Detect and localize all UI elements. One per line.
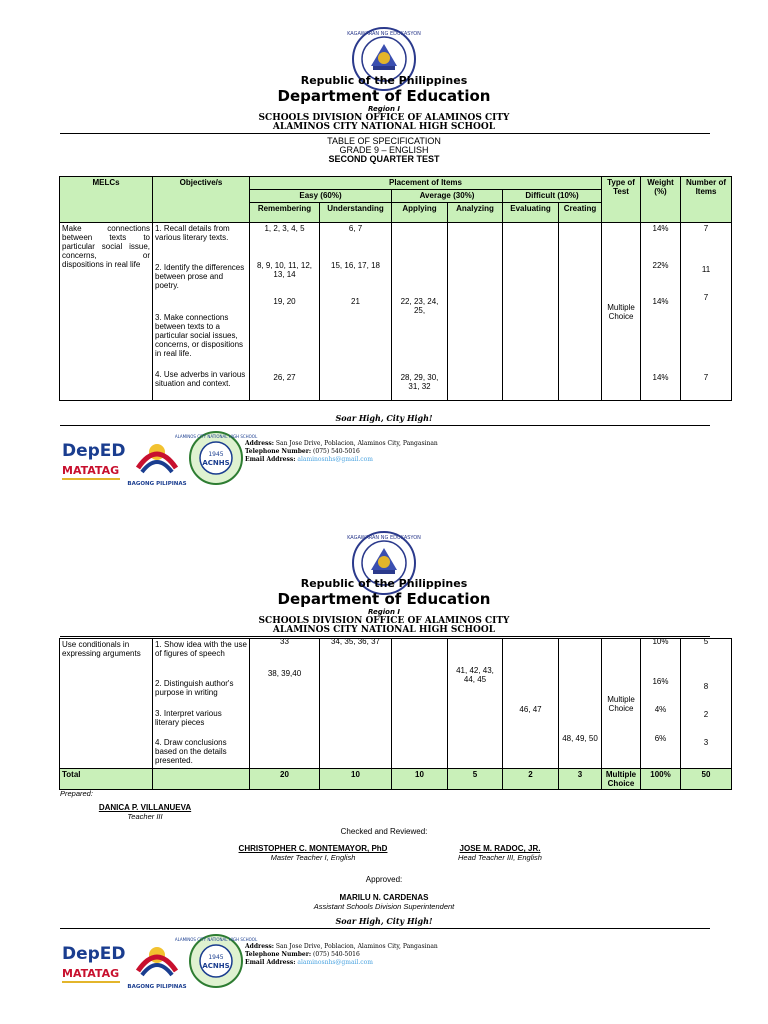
department-heading: Department of Education — [277, 590, 491, 608]
applying-cell — [392, 223, 448, 401]
type-cell: Multiple Choice — [602, 639, 641, 769]
number-4: 7 — [703, 373, 709, 382]
number-2: 11 — [701, 265, 711, 274]
applying-4: 28, 29, 30, 31, 32 — [400, 373, 439, 391]
average-header: Average (30%) — [392, 190, 503, 203]
weight-2: 22% — [652, 261, 669, 270]
total-remembering: 20 — [250, 769, 320, 790]
checker2-title: Head Teacher III, English — [458, 853, 542, 862]
creating-cell — [559, 223, 602, 401]
motto: Soar High, City High! — [335, 916, 433, 926]
motto: Soar High, City High! — [335, 413, 433, 423]
weight-cell — [641, 223, 681, 401]
weight-4: 14% — [652, 373, 669, 382]
difficult-header: Difficult (10%) — [503, 190, 602, 203]
applying-3: 22, 23, 24, 25, — [400, 297, 439, 315]
understanding-cell — [320, 639, 392, 769]
school-heading: ALAMINOS CITY NATIONAL HIGH SCHOOL — [272, 625, 496, 635]
table-row — [60, 223, 732, 401]
acnhs-text: ACNHS — [202, 459, 230, 467]
email-label: Email Address: — [245, 456, 296, 463]
matatag-logo-text: MATATAG — [62, 967, 120, 980]
melcs-header: MELCs — [60, 177, 153, 223]
approver-signature — [284, 893, 484, 911]
type-cell: Multiple Choice — [602, 223, 641, 401]
total-understanding: 10 — [320, 769, 392, 790]
weight-4: 6% — [654, 734, 667, 743]
placement-header: Placement of Items — [250, 177, 602, 190]
weight-1: 14% — [652, 224, 669, 233]
evaluating-3: 46, 47 — [519, 705, 542, 714]
address-value: San Jose Drive, Poblacion, Alaminos City, Pangasinan — [275, 943, 438, 950]
understanding-3: 21 — [351, 297, 360, 306]
number-3: 7 — [703, 293, 709, 302]
approver-title: Assistant Schools Division Superintendent — [313, 902, 455, 911]
objective-3: 3. Interpret various literary pieces — [155, 709, 222, 727]
address-label: Address: — [245, 943, 274, 950]
understanding-1: 34, 35, 36, 37 — [331, 637, 380, 646]
phone-value: (075) 540-5016 — [313, 951, 360, 958]
creating-4: 48, 49, 50 — [562, 734, 598, 743]
total-row — [60, 769, 732, 790]
easy-header: Easy (60%) — [250, 190, 392, 203]
school-heading: ALAMINOS CITY NATIONAL HIGH SCHOOL — [272, 122, 496, 132]
type-header: Type of Test — [602, 177, 641, 223]
bagong-pilipinas-logo-icon — [128, 935, 186, 991]
approver-name: MARILU N. CARDENAS — [339, 893, 429, 902]
total-number: 50 — [681, 769, 732, 790]
number-3: 2 — [703, 710, 709, 719]
total-creating: 3 — [559, 769, 602, 790]
deped-logo-text: DepED — [62, 944, 126, 964]
tos-table-1 — [59, 176, 732, 401]
total-label: Total — [60, 769, 153, 790]
tos-table-2 — [59, 638, 732, 790]
phone-label: Telephone Number: — [245, 951, 312, 958]
objective-2: 2. Identify the differences between prose and poetry. — [155, 263, 245, 290]
number-cell — [681, 639, 732, 769]
understanding-1: 6, 7 — [348, 224, 363, 233]
creating-cell — [559, 639, 602, 769]
checker2-name: JOSE M. RADOC, JR. — [459, 844, 541, 853]
acnhs-seal-icon — [174, 933, 258, 989]
weight-cell — [641, 639, 681, 769]
analyzing-header: Analyzing — [448, 203, 503, 223]
weight-1: 10% — [652, 637, 669, 646]
tos-grade: GRADE 9 – ENGLISH — [339, 145, 429, 155]
phone-value: (075) 540-5016 — [313, 448, 360, 455]
melc-cell: Use conditionals in expressing arguments — [60, 639, 153, 769]
remembering-1: 1, 2, 3, 4, 5 — [264, 224, 305, 233]
number-1: 5 — [703, 637, 709, 646]
department-heading: Department of Education — [277, 87, 491, 105]
total-objectives — [153, 769, 250, 790]
remembering-2: 8, 9, 10, 11, 12, 13, 14 — [256, 261, 312, 279]
checked-label: Checked and Reviewed: — [340, 827, 428, 836]
checker1-title: Master Teacher I, English — [270, 853, 356, 862]
deped-matatag-logo-icon — [60, 937, 124, 989]
footer — [60, 430, 760, 490]
matatag-logo-text: MATATAG — [62, 464, 120, 477]
approved-label: Approved: — [365, 875, 403, 884]
evaluating-header: Evaluating — [503, 203, 559, 223]
phone-label: Telephone Number: — [245, 448, 312, 455]
checker2-signature — [440, 844, 560, 862]
total-weight: 100% — [641, 769, 681, 790]
number-2: 8 — [703, 682, 709, 691]
page-1 — [0, 0, 768, 500]
address-value: San Jose Drive, Poblacion, Alaminos City, Pangasinan — [275, 440, 438, 447]
understanding-cell — [320, 223, 392, 401]
understanding-2: 15, 16, 17, 18 — [331, 261, 380, 270]
bagong-pilipinas-text: BAGONG PILIPINAS — [127, 984, 187, 990]
acnhs-ring-text: ALAMINOS CITY NATIONAL HIGH SCHOOL — [174, 434, 258, 439]
objective-4: 4. Use adverbs in various situation and context. — [155, 370, 246, 388]
analyzing-2: 41, 42, 43, 44, 45 — [456, 666, 494, 684]
applying-cell — [392, 639, 448, 769]
footer-rule — [60, 928, 710, 929]
weight-3: 4% — [654, 705, 667, 714]
weight-3: 14% — [652, 297, 669, 306]
preparer-signature — [80, 803, 210, 821]
email-link[interactable]: alaminosnhs@gmail.com — [297, 959, 373, 966]
table-row — [60, 639, 732, 769]
bagong-pilipinas-text: BAGONG PILIPINAS — [127, 481, 187, 487]
remembering-header: Remembering — [250, 203, 320, 223]
bagong-pilipinas-logo-icon — [128, 432, 186, 488]
region-heading: Region I — [367, 105, 401, 113]
objective-2: 2. Distinguish author's purpose in writing — [155, 679, 234, 697]
objectives-header: Objective/s — [153, 177, 250, 223]
objectives-cell — [153, 223, 250, 401]
deped-logo-text: DepED — [62, 441, 126, 461]
objective-4: 4. Draw conclusions based on the details presented. — [155, 738, 227, 765]
sdo-heading: SCHOOLS DIVISION OFFICE OF ALAMINOS CITY — [258, 616, 510, 626]
region-heading: Region I — [367, 608, 401, 616]
preparer-name: DANICA P. VILLANUEVA — [98, 803, 192, 812]
number-4: 3 — [703, 738, 709, 747]
total-analyzing: 5 — [448, 769, 503, 790]
page-2 — [0, 500, 768, 1000]
total-type: Multiple Choice — [602, 769, 641, 790]
prepared-label: Prepared: — [60, 789, 93, 798]
evaluating-cell — [503, 223, 559, 401]
objective-3: 3. Make connections between texts to a particular social issues, concerns, or dispositions in real life. — [155, 313, 244, 358]
objective-1: 1. Recall details from various literary texts. — [155, 224, 230, 242]
number-cell — [681, 223, 732, 401]
header-rule — [60, 133, 710, 134]
preparer-title: Teacher III — [127, 812, 163, 821]
contact-block — [245, 440, 438, 464]
acnhs-seal-icon — [174, 430, 258, 486]
melc-cell: Make connections between texts to particular social issue, concerns, or dispositions in real life — [60, 223, 153, 401]
republic-heading: Republic of the Philippines — [300, 577, 468, 590]
remembering-4: 26, 27 — [273, 373, 296, 382]
applying-header: Applying — [392, 203, 448, 223]
contact-block — [245, 943, 438, 967]
analyzing-cell — [448, 223, 503, 401]
footer — [60, 933, 760, 993]
total-applying: 10 — [392, 769, 448, 790]
remembering-cell — [250, 639, 320, 769]
evaluating-cell — [503, 639, 559, 769]
total-evaluating: 2 — [503, 769, 559, 790]
checker1-name: CHRISTOPHER C. MONTEMAYOR, PhD — [238, 844, 388, 853]
analyzing-cell — [448, 639, 503, 769]
remembering-2: 38, 39,40 — [267, 669, 302, 678]
remembering-cell — [250, 223, 320, 401]
footer-rule — [60, 425, 710, 426]
sdo-heading: SCHOOLS DIVISION OFFICE OF ALAMINOS CITY — [258, 113, 510, 123]
acnhs-year-text: 1945 — [208, 954, 224, 961]
svg-text:KAGAWARAN NG EDUKASYON: KAGAWARAN NG EDUKASYON — [347, 31, 421, 37]
number-header: Number of Items — [681, 177, 732, 223]
checker1-signature — [228, 844, 398, 862]
deped-matatag-logo-icon — [60, 434, 124, 486]
acnhs-year-text: 1945 — [208, 451, 224, 458]
weight-2: 16% — [652, 677, 669, 686]
remembering-1: 33 — [280, 637, 289, 646]
objectives-cell — [153, 639, 250, 769]
email-link[interactable]: alaminosnhs@gmail.com — [297, 456, 373, 463]
republic-heading: Republic of the Philippines — [300, 74, 468, 87]
acnhs-text: ACNHS — [202, 962, 230, 970]
creating-header: Creating — [559, 203, 602, 223]
email-label: Email Address: — [245, 959, 296, 966]
acnhs-ring-text: ALAMINOS CITY NATIONAL HIGH SCHOOL — [174, 937, 258, 942]
weight-header: Weight (%) — [641, 177, 681, 223]
objective-1: 1. Show idea with the use of figures of speech — [155, 640, 247, 658]
number-1: 7 — [703, 224, 709, 233]
tos-title: TABLE OF SPECIFICATION — [327, 136, 441, 146]
address-label: Address: — [245, 440, 274, 447]
svg-text:KAGAWARAN NG EDUKASYON: KAGAWARAN NG EDUKASYON — [347, 535, 421, 541]
understanding-header: Understanding — [320, 203, 392, 223]
remembering-3: 19, 20 — [273, 297, 296, 306]
tos-quarter: SECOND QUARTER TEST — [328, 154, 440, 164]
